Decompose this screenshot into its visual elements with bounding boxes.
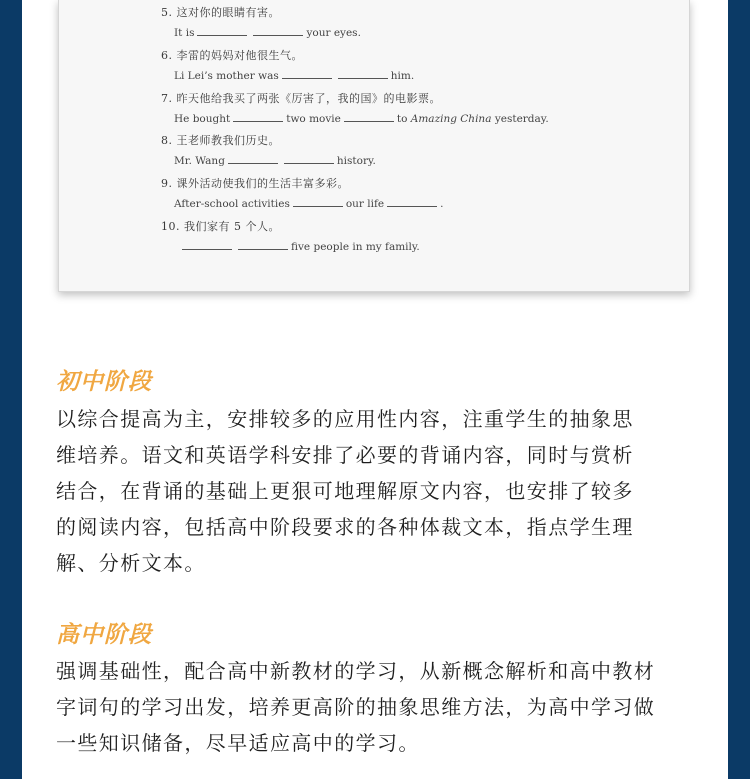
question-6-chinese: 6. 李雷的妈妈对他很生气。 — [161, 49, 303, 62]
question-8-chinese: 8. 王老师教我们历史。 — [161, 134, 280, 147]
answer-blank — [253, 34, 303, 36]
body-line: 字词句的学习出发，培养更高阶的抽象思维方法，为高中学习做 — [56, 695, 656, 719]
answer-blank — [293, 205, 343, 207]
body-line: 一些知识储备，尽早适应高中的学习。 — [56, 731, 420, 755]
answer-blank — [238, 248, 288, 250]
answer-blank — [228, 162, 278, 164]
section-title-senior: 高中阶段 — [56, 622, 152, 648]
body-line: 结合，在背诵的基础上更狠可地理解原文内容，也安排了较多 — [56, 479, 634, 503]
body-line: 以综合提高为主，安排较多的应用性内容，注重学生的抽象思 — [56, 407, 634, 431]
answer-blank — [197, 34, 247, 36]
answer-blank — [344, 120, 394, 122]
answer-blank — [387, 205, 437, 207]
question-7-english: He bought two movie to Amazing China yesterday. — [174, 113, 549, 125]
body-line: 强调基础性，配合高中新教材的学习，从新概念解析和高中教材 — [56, 659, 656, 683]
question-10-chinese: 10. 我们家有 5 个人。 — [161, 220, 280, 233]
body-line: 解、分析文本。 — [56, 551, 206, 575]
page — [22, 0, 728, 779]
question-8-english: Mr. Wang history. — [174, 155, 376, 167]
body-line: 的阅读内容，包括高中阶段要求的各种体裁文本，指点学生理 — [56, 515, 634, 539]
answer-blank — [282, 77, 332, 79]
question-7-chinese: 7. 昨天他给我买了两张《厉害了，我的国》的电影票。 — [161, 92, 441, 105]
section-body-senior — [56, 653, 696, 761]
answer-blank — [284, 162, 334, 164]
question-9-chinese: 9. 课外活动使我们的生活丰富多彩。 — [161, 177, 349, 190]
answer-blank — [233, 120, 283, 122]
section-body-junior — [56, 401, 696, 581]
question-9-english: After-school activities our life . — [174, 198, 444, 210]
question-10-english: five people in my family. — [179, 241, 420, 253]
answer-blank — [338, 77, 388, 79]
answer-blank — [182, 248, 232, 250]
question-5-chinese: 5. 这对你的眼睛有害。 — [161, 6, 280, 19]
body-line: 维培养。语文和英语学科安排了必要的背诵内容，同时与赏析 — [56, 443, 634, 467]
question-5-english: It is your eyes. — [174, 27, 361, 39]
worksheet-image — [58, 0, 690, 292]
question-6-english: Li Lei’s mother was him. — [174, 70, 415, 82]
section-title-junior: 初中阶段 — [56, 369, 152, 395]
